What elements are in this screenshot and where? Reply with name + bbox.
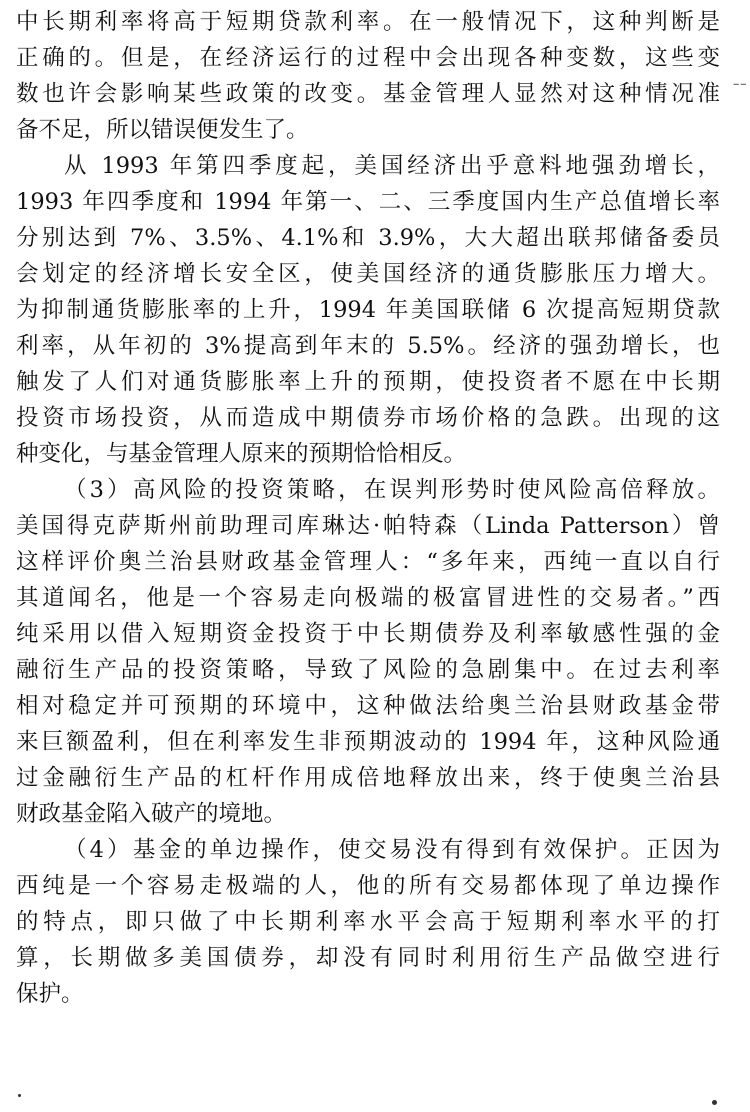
text-line: 从 1993 年第四季度起，美国经济出乎意料地强劲增长， — [64, 153, 720, 179]
text-line: 触发了人们对通货膨胀率上升的预期，使投资者不愿在中长期 — [16, 369, 720, 395]
text-line: 的特点，即只做了中长期利率水平会高于短期利率水平的打 — [16, 909, 720, 935]
text-line: 纯采用以借入短期资金投资于中长期债券及利率敏感性强的金 — [16, 621, 720, 647]
margin-mark: ¦ — [732, 82, 748, 87]
text-line: 财政基金陷入破产的境地。 — [16, 801, 287, 827]
text-line: 正确的。但是，在经济运行的过程中会出现各种变数，这些变 — [16, 45, 720, 71]
document-body — [16, 0, 720, 1012]
text-line: 相对稳定并可预期的环境中，这种做法给奥兰治县财政基金带 — [16, 693, 720, 719]
text-line: 过金融衍生产品的杠杆作用成倍地释放出来，终于使奥兰治县 — [16, 765, 720, 791]
text-line: 保护。 — [16, 981, 84, 1007]
text-line: 备不足，所以错误便发生了。 — [16, 117, 309, 143]
text-line: 投资市场投资，从而造成中期债券市场价格的急跌。出现的这 — [16, 405, 720, 431]
text-line: 为抑制通货膨胀率的上升，1994 年美国联储 6 次提高短期贷款 — [16, 297, 720, 323]
text-line: 这样评价奥兰治县财政基金管理人：“多年来，西纯一直以自行 — [16, 549, 720, 575]
text-line: 利率，从年初的 3%提高到年末的 5.5%。经济的强劲增长，也 — [16, 333, 720, 359]
text-line: 其道闻名，他是一个容易走向极端的极富冒进性的交易者。”西 — [16, 585, 720, 611]
text-line: 来巨额盈利，但在利率发生非预期波动的 1994 年，这种风险通 — [16, 729, 720, 755]
scan-speck — [18, 1094, 21, 1097]
text-line: 西纯是一个容易走极端的人，他的所有交易都体现了单边操作 — [16, 873, 720, 899]
text-line: 算，长期做多美国债券，却没有同时利用衍生产品做空进行 — [16, 945, 720, 971]
text-line: 种变化，与基金管理人原来的预期恰恰相反。 — [16, 441, 467, 467]
text-line: 数也许会影响某些政策的改变。基金管理人显然对这种情况准 — [16, 81, 720, 107]
text-line: （4）基金的单边操作，使交易没有得到有效保护。正因为 — [64, 837, 720, 863]
text-line: （3）高风险的投资策略，在误判形势时使风险高倍释放。 — [64, 477, 720, 503]
text-line: 美国得克萨斯州前助理司库琳达·帕特森（Linda Patterson）曾 — [16, 513, 720, 539]
text-line: 中长期利率将高于短期贷款利率。在一般情况下，这种判断是 — [16, 9, 720, 35]
text-line: 分别达到 7%、3.5%、4.1%和 3.9%，大大超出联邦储备委员 — [16, 225, 720, 251]
text-line: 会划定的经济增长安全区，使美国经济的通货膨胀压力增大。 — [16, 261, 720, 287]
text-line: 1993 年四季度和 1994 年第一、二、三季度国内生产总值增长率 — [16, 189, 720, 215]
scan-speck — [712, 1100, 717, 1105]
text-line: 融衍生产品的投资策略，导致了风险的急剧集中。在过去利率 — [16, 657, 720, 683]
